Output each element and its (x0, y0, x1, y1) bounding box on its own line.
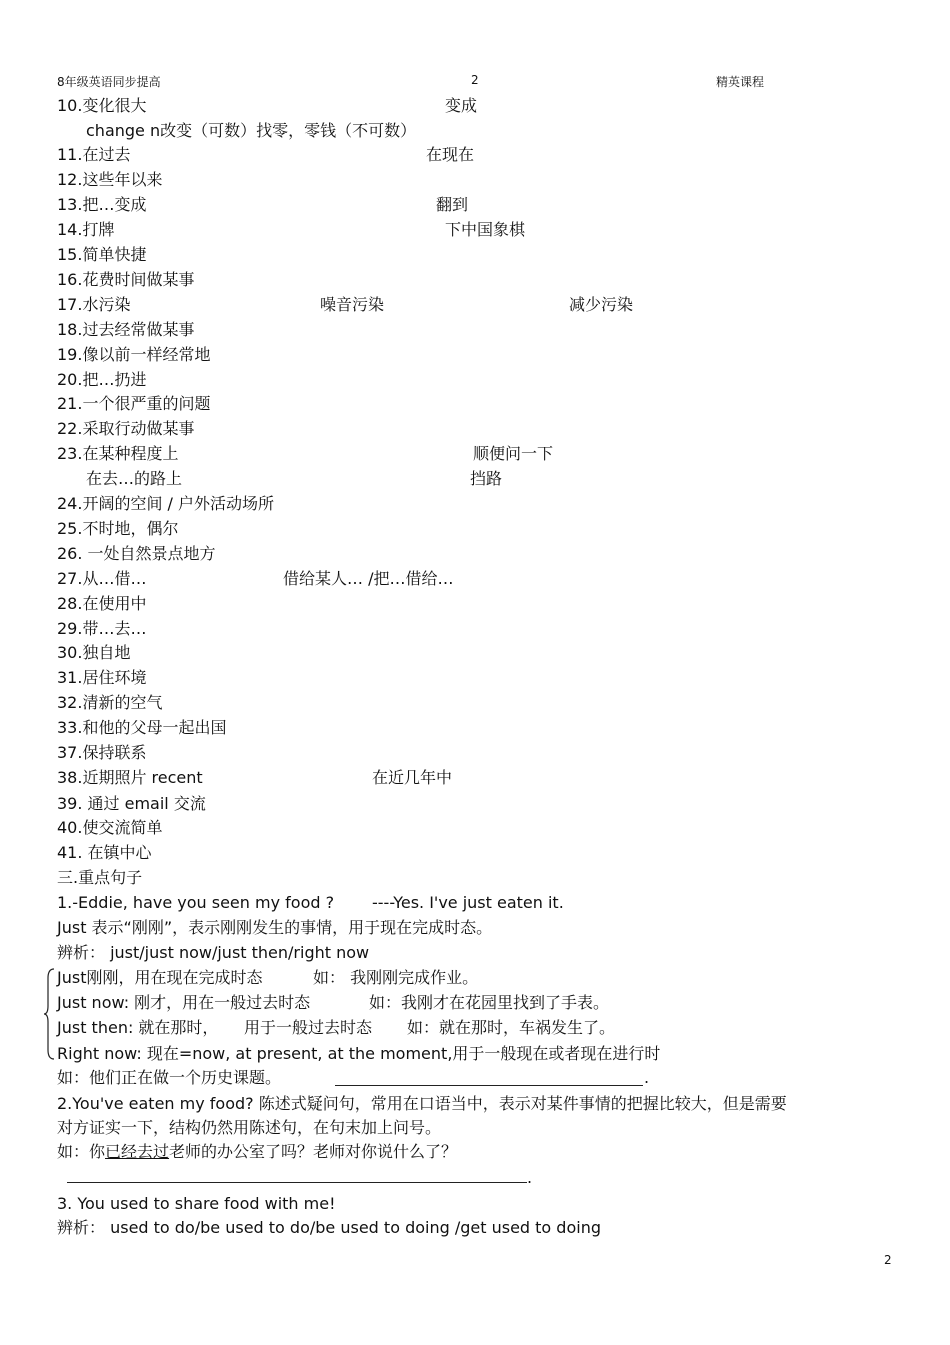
phrase-41: 41. 在镇中心 (57, 843, 152, 862)
just-usage: Just刚刚，用在现在完成时态 如： 我刚刚完成作业。 (57, 968, 479, 987)
section-heading: 三.重点句子 (57, 868, 143, 887)
sentence-1: 1.-Eddie, have you seen my food ? ----Yes. I've just eaten it. (57, 893, 564, 912)
example-1: 如：他们正在做一个历史课题。 . (57, 1068, 650, 1087)
phrase-39: 39. 通过 email 交流 (57, 794, 206, 813)
phrase-20: 20.把…扔进 (57, 370, 147, 389)
phrase-32: 32.清新的空气 (57, 693, 163, 712)
answer-blank-2[interactable] (67, 1168, 527, 1183)
answer-blank-1[interactable] (335, 1071, 643, 1086)
phrase-23: 23.在某种程度上 顺便问一下 (57, 444, 554, 463)
phrase-25: 25.不时地，偶尔 (57, 519, 179, 538)
phrase-21: 21.一个很严重的问题 (57, 394, 211, 413)
phrase-33: 33.和他的父母一起出国 (57, 718, 227, 737)
phrase-27: 27.从…借… 借给某人… /把…借给… (57, 569, 454, 588)
phrase-15: 15.简单快捷 (57, 245, 147, 264)
just-then-usage: Just then: 就在那时， 用于一般过去时态 如：就在那时，车祸发生了。 (57, 1018, 616, 1037)
phrase-18: 18.过去经常做某事 (57, 320, 195, 339)
phrase-23b: 在去…的路上 挡路 (86, 469, 503, 488)
header-page-number: 2 (471, 73, 479, 87)
phrase-37: 37.保持联系 (57, 743, 147, 762)
phrase-26: 26. 一处自然景点地方 (57, 544, 216, 563)
phrase-19: 19.像以前一样经常地 (57, 345, 211, 364)
phrase-38: 38.近期照片 recent 在近几年中 (57, 768, 453, 787)
phrase-17: 17.水污染 噪音污染 减少污染 (57, 295, 634, 314)
phrase-12: 12.这些年以来 (57, 170, 163, 189)
sentence-2-example: 如：你已经去过老师的办公室了吗？老师对你说什么了？ (57, 1142, 458, 1161)
phrase-29: 29.带…去… (57, 619, 147, 638)
phrase-40: 40.使交流简单 (57, 818, 163, 837)
sentence-2-line1: 2.You've eaten my food? 陈述式疑问句，常用在口语当中，表示对某件事情的把握比较大，但是需要 (57, 1094, 787, 1113)
phrase-change-note: change n改变（可数）找零，零钱（不可数） (86, 121, 417, 140)
header-left: 8年级英语同步提高 (57, 75, 161, 89)
phrase-11: 11.在过去 在现在 (57, 145, 475, 164)
brace-icon (44, 968, 56, 1060)
sentence-3-bianxi: 辨析： used to do/be used to do/be used to doing /get used to doing (57, 1218, 601, 1237)
phrase-13: 13.把…变成 翻到 (57, 195, 469, 214)
phrase-16: 16.花费时间做某事 (57, 270, 195, 289)
phrase-14: 14.打牌 下中国象棋 (57, 220, 526, 239)
sentence-2-line2: 对方证实一下，结构仍然用陈述句，在句末加上问号。 (57, 1118, 442, 1137)
phrase-24: 24.开阔的空间 / 户外活动场所 (57, 494, 275, 513)
phrase-31: 31.居住环境 (57, 668, 147, 687)
phrase-28: 28.在使用中 (57, 594, 147, 613)
sentence-1-note: Just 表示“刚刚”，表示刚刚发生的事情，用于现在完成时态。 (57, 918, 493, 937)
footer-page-number: 2 (884, 1253, 892, 1267)
sentence-1-bianxi: 辨析： just/just now/just then/right now (57, 943, 370, 962)
phrase-30: 30.独自地 (57, 643, 131, 662)
right-now-usage: Right now: 现在=now, at present, at the moment,用于一般现在或者现在进行时 (57, 1044, 661, 1063)
example-2-blank-line: . (67, 1168, 532, 1188)
header-right: 精英课程 (716, 75, 765, 89)
sentence-3: 3. You used to share food with me! (57, 1194, 336, 1213)
phrase-22: 22.采取行动做某事 (57, 419, 195, 438)
phrase-10: 10.变化很大 变成 (57, 96, 478, 115)
just-now-usage: Just now: 刚才，用在一般过去时态 如：我刚才在花园里找到了手表。 (57, 993, 610, 1012)
